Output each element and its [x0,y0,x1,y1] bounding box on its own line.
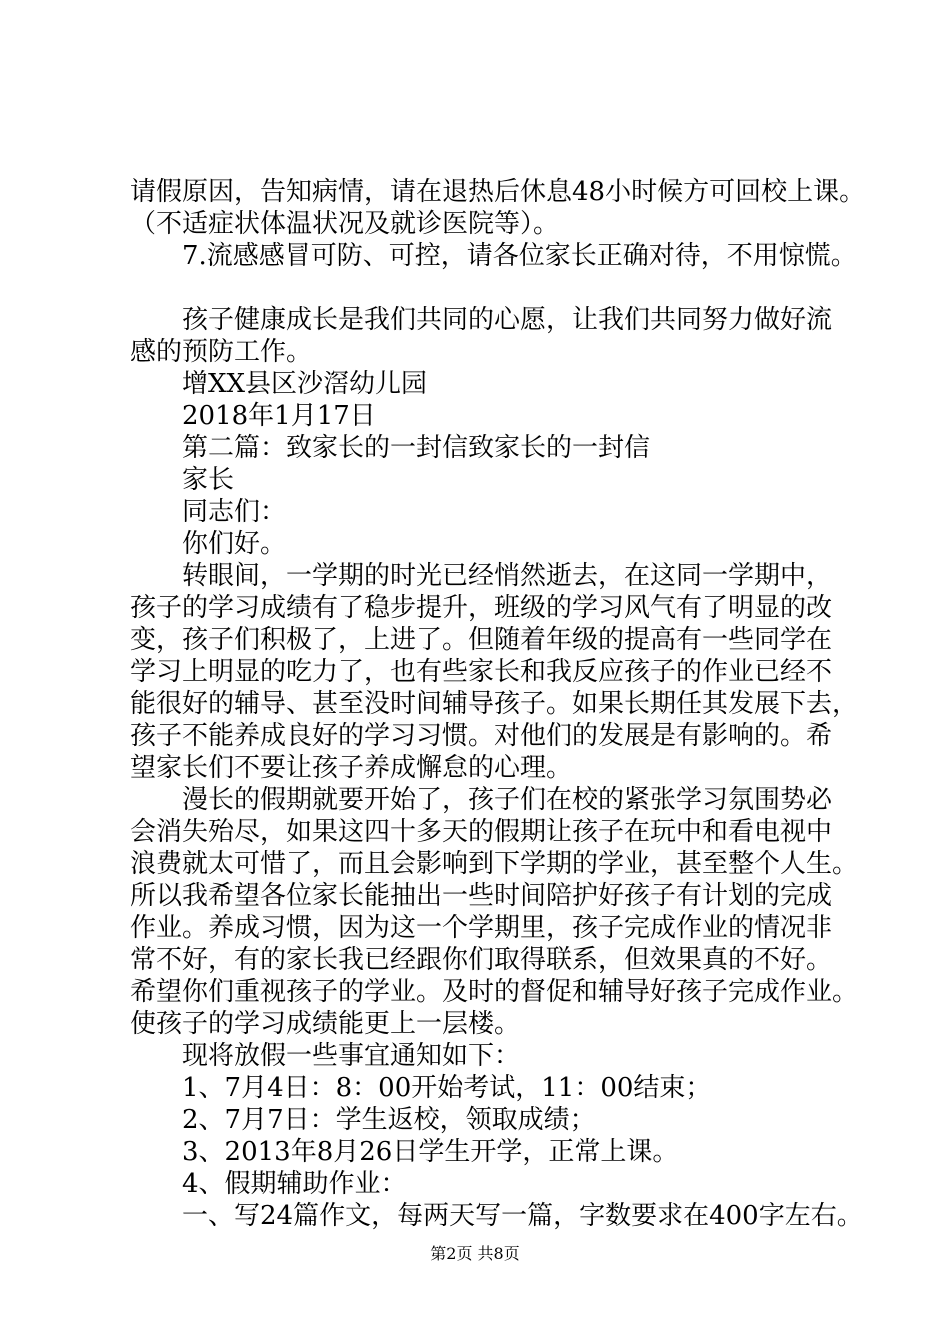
salutation-line: 同志们： [182,497,287,527]
text-line: 常不好，有的家长我已经跟你们取得联系，但效果真的不好。 [130,945,833,975]
text-line: 使孩子的学习成绩能更上一层楼。 [130,1009,521,1039]
list-item: 2、7月7日：学生返校，领取成绩； [182,1105,596,1135]
text-line: 作业。养成习惯，因为这一个学期里，孩子完成作业的情况非 [130,913,833,943]
text-line: 孩子健康成长是我们共同的心愿，让我们共同努力做好流 [182,305,833,335]
text-line: 学习上明显的吃力了，也有些家长和我反应孩子的作业已经不 [130,657,833,687]
list-item: 4、假期辅助作业： [182,1169,407,1199]
page-number-footer: 第2页 共8页 [430,1244,520,1263]
text-line: 浪费就太可惜了，而且会影响到下学期的学业，甚至整个人生。 [130,849,859,879]
signature-date: 2018年1月17日 [182,401,376,431]
text-line: 望家长们不要让孩子养成懈怠的心理。 [130,753,573,783]
list-item: 3、2013年8月26日学生开学，正常上课。 [182,1137,679,1167]
text-line: 孩子不能养成良好的学习习惯。对他们的发展是有影响的。希 [130,721,833,751]
text-line: 漫长的假期就要开始了，孩子们在校的紧张学习氛围势必 [182,785,833,815]
salutation-line: 家长 [182,465,235,495]
signature-org: 增XX县区沙滘幼儿园 [182,369,428,399]
text-line: 感的预防工作。 [130,337,313,367]
text-line: 转眼间，一学期的时光已经悄然逝去，在这同一学期中， [182,561,833,591]
text-line: 所以我希望各位家长能抽出一些时间陪护好孩子有计划的完成 [130,881,833,911]
document-body [130,176,866,1232]
text-line: 现将放假一些事宜通知如下： [182,1041,521,1071]
text-line: 请假原因，告知病情，请在退热后休息48小时候方可回校上课。 [130,177,866,207]
text-line: 希望你们重视孩子的学业。及时的督促和辅导好孩子完成作业。 [130,977,859,1007]
section-heading: 第二篇：致家长的一封信致家长的一封信 [182,433,651,463]
list-item: 1、7月4日：8：00开始考试，11：00结束； [182,1073,712,1103]
text-line: 能很好的辅导、甚至没时间辅导孩子。如果长期任其发展下去， [130,689,859,719]
text-line: （不适症状体温状况及就诊医院等）。 [130,209,560,239]
text-line: 孩子的学习成绩有了稳步提升，班级的学习风气有了明显的改 [130,593,833,623]
text-line: 会消失殆尽，如果这四十多天的假期让孩子在玩中和看电视中 [130,817,833,847]
greeting-line: 你们好。 [182,529,287,559]
blank-line [130,272,858,304]
list-item: 一、写24篇作文，每两天写一篇，字数要求在400字左右。 [182,1201,863,1231]
text-line: 7.流感感冒可防、可控，请各位家长正确对待，不用惊慌。 [182,241,857,271]
text-line: 变，孩子们积极了，上进了。但随着年级的提高有一些同学在 [130,625,833,655]
